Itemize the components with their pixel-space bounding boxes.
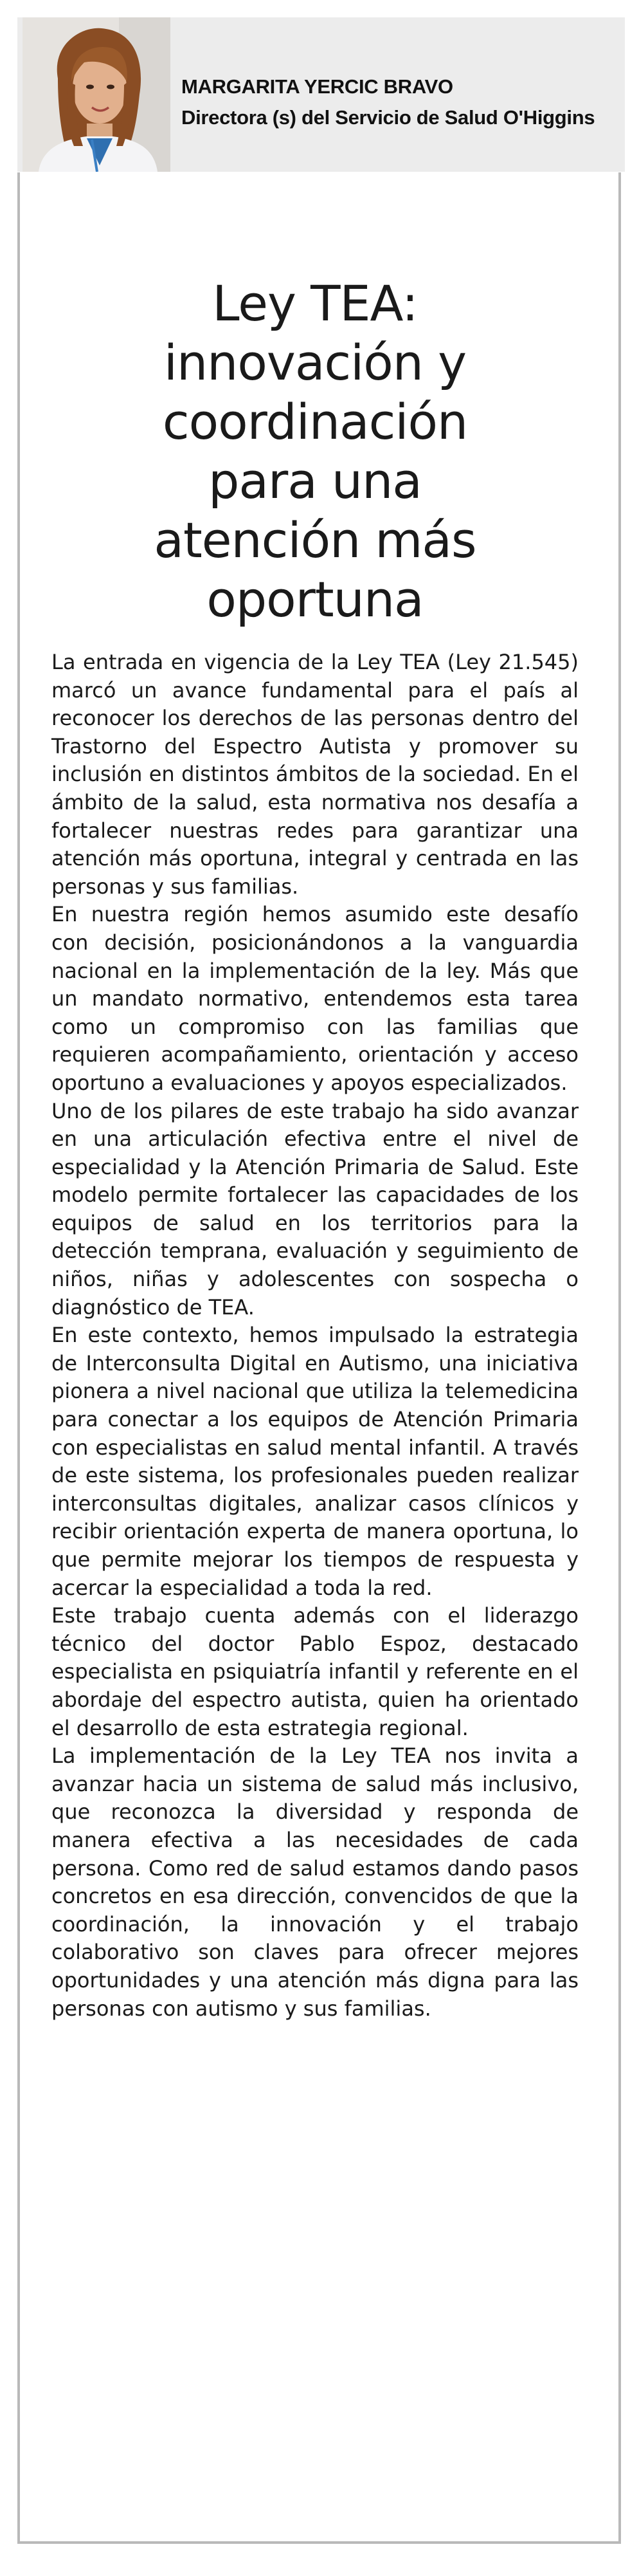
- article-paragraph: Uno de los pilares de este trabajo ha sido avanzar en una articulación efectiva entre el nivel de especialidad y la Atención Primaria de Salud. Este modelo permite fortalecer las capacidades de los equipos de salud en los territorios para la detección temprana, evaluación y seguimiento de niños, niñas y adolescentes con sospecha o diagnóstico de TEA.: [51, 1098, 579, 1320]
- author-name: MARGARITA YERCIC BRAVO: [181, 75, 453, 98]
- article-paragraph: La implementación de la Ley TEA nos invita a avanzar hacia un sistema de salud más inclusivo, que reconozca la diversidad y responda de manera efectiva a las necesidades de cada persona. Como red de salud estamos dando pasos concretos en esa dirección, convencidos de que la coordinación, la innovación y el trabajo colaborativo son claves para ofrecer mejores oportunidades y una atención más digna para las personas con autismo y sus familias.: [51, 1743, 579, 2021]
- title-line: coordinación: [162, 392, 468, 450]
- article-paragraph: En este contexto, hemos impulsado la estrategia de Interconsulta Digital en Autismo, una iniciativa pionera a nivel nacional que utiliza la telemedicina para conectar a los equipos de Atención Primaria con especialistas en salud mental infantil. A través de este sistema, los profesionales pueden realizar interconsultas digitales, analizar casos clínicos y recibir orientación experta de manera oportuna, lo que permite mejorar los tiempos de respuesta y acercar la especialidad a toda la red.: [51, 1323, 579, 1600]
- title-line: Ley TEA:: [212, 274, 418, 332]
- article-paragraph: En nuestra región hemos asumido este desafío con decisión, posicionándonos a la vanguardia nacional en la implementación de la ley. Más que un mandato normativo, entendemos esta tarea como un compromiso con las familias que requieren acompañamiento, orientación y acceso oportuno a evaluaciones y apoyos especializados.: [51, 902, 579, 1095]
- article-body: [51, 649, 579, 2023]
- article-paragraph: Este trabajo cuenta además con el liderazgo técnico del doctor Pablo Espoz, destacado especialista en psiquiatría infantil y referente en el abordaje del espectro autista, quien ha orientado el desarrollo de esta estrategia regional.: [51, 1603, 579, 1740]
- title-line: oportuna: [206, 570, 424, 628]
- title-line: atención más: [154, 511, 476, 569]
- author-portrait-illustration: [22, 17, 170, 172]
- article-paragraph: La entrada en vigencia de la Ley TEA (Ley 21.545) marcó un avance fundamental para el país al reconocer los derechos de las personas dentro del Trastorno del Espectro Autista y promover su inclusión en distintos ámbitos de la sociedad. En el ámbito de la salud, esta normativa nos desafía a fortalecer nuestras redes para garantizar una atención más oportuna, integral y centrada en las personas y sus familias.: [51, 650, 579, 899]
- title-line: innovación y: [163, 333, 467, 391]
- author-role: Directora (s) del Servicio de Salud O'Higgins: [181, 106, 595, 129]
- author-photo: [22, 17, 170, 172]
- article-title: [39, 274, 591, 629]
- author-header: [17, 17, 625, 172]
- title-line: para una: [208, 452, 422, 510]
